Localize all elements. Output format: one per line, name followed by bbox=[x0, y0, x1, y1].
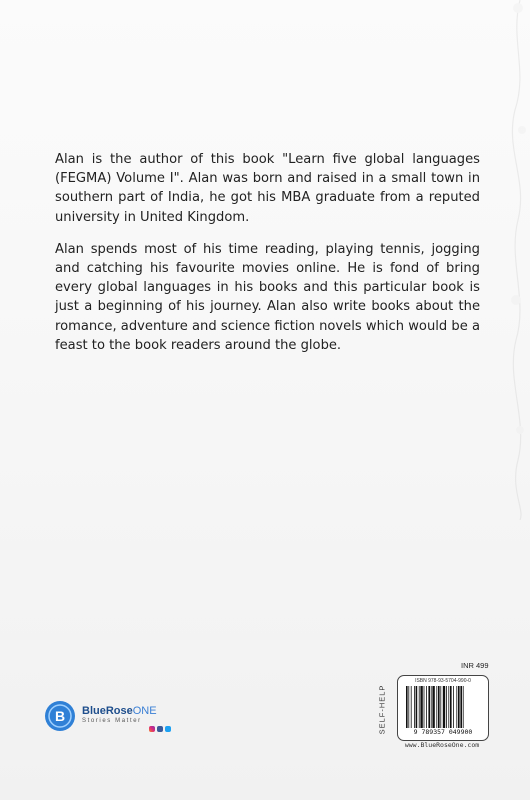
genre-text: SELF-HELP bbox=[377, 684, 387, 734]
barcode-bar bbox=[448, 686, 449, 728]
barcode-bar bbox=[438, 686, 440, 728]
publisher-name bbox=[82, 705, 157, 717]
publisher-logo-letter: B bbox=[54, 708, 66, 724]
barcode-bar bbox=[463, 686, 464, 728]
publisher-name-main: BlueRose bbox=[82, 705, 133, 717]
bio-paragraph-2: Alan spends most of his time reading, playing tennis, jogging and catching his favourite movies online. He is fond of bring every global languages in his books and this particular book is just a beginning of his journey. Alan also write books about the romance, adventure and science fiction novels which would be a feast to the book readers around the globe. bbox=[55, 241, 480, 353]
barcode-bar bbox=[419, 686, 420, 728]
barcode-bar bbox=[446, 686, 447, 728]
author-bio bbox=[55, 150, 480, 368]
instagram-icon bbox=[149, 726, 155, 732]
barcode-bar bbox=[428, 686, 430, 728]
publisher-logo-icon bbox=[44, 700, 76, 732]
barcode-bar bbox=[414, 686, 415, 728]
barcode-bar bbox=[453, 686, 454, 728]
barcode-bar bbox=[432, 686, 434, 728]
publisher-website: www.BlueRoseOne.com bbox=[404, 741, 480, 749]
barcode-bar bbox=[436, 686, 437, 728]
barcode-bar bbox=[431, 686, 432, 728]
barcode-bar bbox=[443, 686, 445, 728]
barcode-bar bbox=[408, 686, 409, 728]
genre-label bbox=[367, 683, 397, 735]
barcode-bar bbox=[458, 686, 460, 728]
barcode-bar bbox=[440, 686, 441, 728]
barcode-bar bbox=[416, 686, 418, 728]
social-icons bbox=[149, 726, 171, 732]
isbn-barcode bbox=[397, 675, 489, 741]
publisher-tagline: Stories Matter bbox=[82, 718, 142, 724]
barcode-bars bbox=[406, 686, 480, 728]
price-label: INR 499 bbox=[461, 661, 489, 670]
twitter-icon bbox=[165, 726, 171, 732]
barcode-digits: 9 789357 049900 bbox=[413, 728, 473, 736]
barcode-bar bbox=[411, 686, 412, 728]
publisher-name-suffix: ONE bbox=[132, 705, 157, 717]
barcode-bar bbox=[420, 686, 422, 728]
isbn-number: ISBN 978-93-5704-990-0 bbox=[415, 678, 471, 684]
publisher-branding bbox=[44, 700, 184, 736]
barcode-bar bbox=[460, 686, 462, 728]
bio-paragraph-1: Alan is the author of this book "Learn five global languages (FEGMA) Volume I". Alan was born and raised in a small town in southern part of India, he got his MBA graduate from a reputed university in United Kingdom. bbox=[55, 152, 480, 225]
barcode-bar bbox=[456, 686, 457, 728]
barcode-bar bbox=[406, 686, 408, 728]
facebook-icon bbox=[157, 726, 163, 732]
barcode-bar bbox=[424, 686, 425, 728]
barcode-bar bbox=[426, 686, 427, 728]
barcode-bar bbox=[450, 686, 452, 728]
